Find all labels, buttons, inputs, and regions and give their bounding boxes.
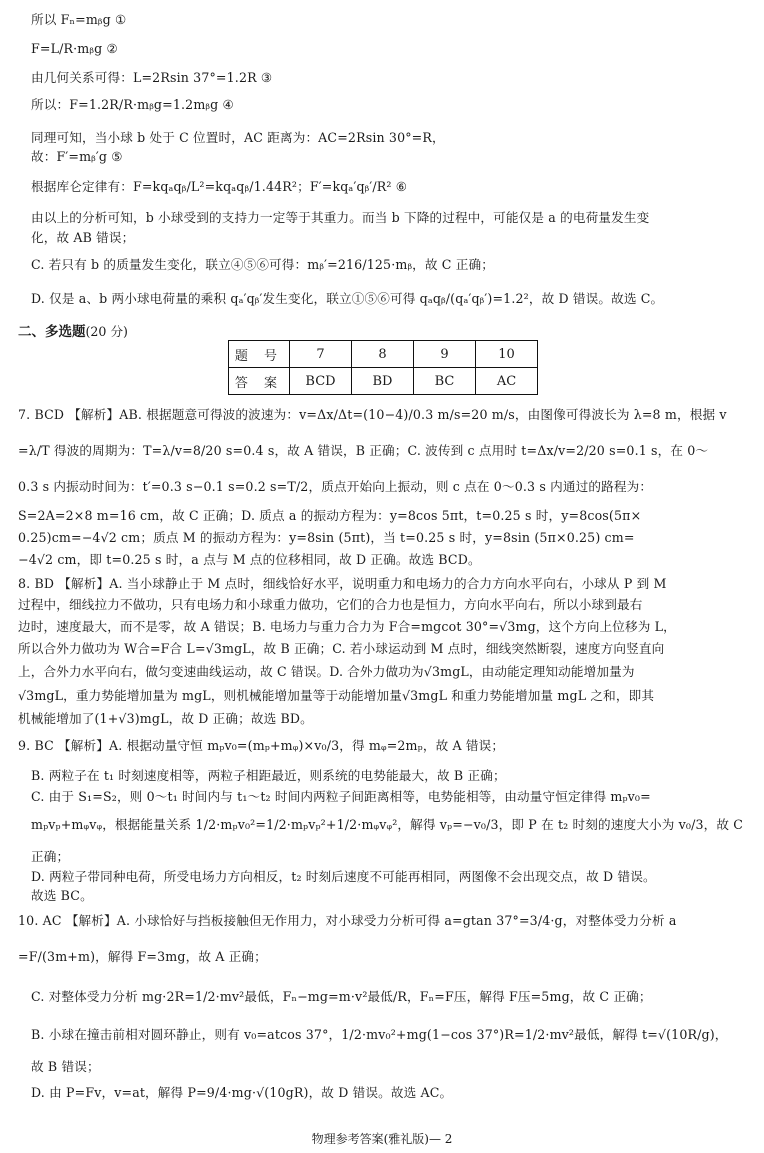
solution-line: 故 B 错误；	[31, 1059, 100, 1074]
solution-line: 7. BCD 【解析】AB. 根据题意可得波的波速为：v=Δx/Δt=(10−4)/0.3 m/s=20 m/s，由图像可得波长为 λ=8 m，根据 v	[18, 407, 727, 422]
solution-line: =λ/T 得波的周期为：T=λ/v=8/20 s=0.4 s，故 A 错误，B 正确；C. 波传到 c 点用时 t=Δx/v=2/20 s=0.1 s，在 0～	[18, 443, 709, 458]
solution-line: √3mgL，重力势能增加量为 mgL，则机械能增加量等于动能增加量√3mgL 和重力势能增加量 mgL 之和，即其	[18, 688, 655, 703]
table-row	[229, 368, 538, 395]
text-line: 故：F′=mᵦ′g ⑤	[31, 149, 123, 164]
section-points: (20 分)	[85, 324, 128, 339]
text-line: D. 仅是 a、b 两小球电荷量的乘积 qₐ′qᵦ′发生变化，联立①⑤⑥可得 qₐqᵦ/(qₐ′qᵦ′)=1.2²，故 D 错误。故选 C。	[31, 291, 664, 306]
solution-line: 故选 BC。	[31, 888, 93, 903]
table-cell: 8	[352, 341, 414, 368]
solution-line: 0.3 s 内振动时间为：t′=0.3 s−0.1 s=0.2 s=T/2，质点开始向上振动，则 c 点在 0～0.3 s 内通过的路程为：	[18, 479, 653, 494]
table-header-label: 题 号	[229, 341, 290, 368]
solution-line: 机械能增加了(1+√3)mgL，故 D 正确；故选 BD。	[18, 711, 313, 726]
table-cell: 7	[290, 341, 352, 368]
text-line: 所以：F=1.2R/R·mᵦg=1.2mᵦg ④	[31, 97, 234, 112]
solution-line: D. 由 P=Fv，v=at，解得 P=9/4·mg·√(10gR)，故 D 错误。故选 AC。	[31, 1085, 453, 1100]
solution-line: =F/(3m+m)，解得 F=3mg，故 A 正确；	[18, 949, 267, 964]
text-line: 所以 Fₙ=mᵦg ①	[31, 12, 127, 27]
solution-line: 过程中，细线拉力不做功，只有电场力和小球重力做功，它们的合力也是恒力，方向水平向右，所以小球到最右	[18, 597, 643, 612]
solution-line: 9. BC 【解析】A. 根据动量守恒 mₚv₀=(mₚ+mᵩ)×v₀/3，得 mᵩ=2mₚ，故 A 错误；	[18, 738, 505, 753]
text-line: 化，故 AB 错误；	[31, 230, 135, 245]
table-cell: 10	[476, 341, 538, 368]
solution-line: 10. AC 【解析】A. 小球恰好与挡板接触但无作用力，对小球受力分析可得 a=gtan 37°=3/4·g，对整体受力分析 a	[18, 913, 677, 928]
solution-line: B. 两粒子在 t₁ 时刻速度相等，两粒子相距最近，则系统的电势能最大，故 B 正确；	[31, 768, 506, 783]
solution-line: 8. BD 【解析】A. 当小球静止于 M 点时，细线恰好水平，说明重力和电场力的合力方向水平向右，小球从 P 到 M	[18, 576, 667, 591]
solution-line: 正确；	[31, 849, 70, 864]
table-answer-label: 答 案	[229, 368, 290, 395]
text-line: 根据库仑定律有：F=kqₐqᵦ/L²=kqₐqᵦ/1.44R²；F′=kqₐ′qᵦ′/R² ⑥	[31, 179, 408, 194]
solution-line: S=2A=2×8 m=16 cm，故 C 正确；D. 质点 a 的振动方程为：y=8cos 5πt，t=0.25 s 时，y=8cos(5π×	[18, 508, 642, 523]
table-cell: 9	[414, 341, 476, 368]
section-title: 二、多选题	[18, 324, 86, 340]
solution-line: 所以合外力做功为 W合=F合 L=√3mgL，故 B 正确；C. 若小球运动到 M 点时，细线突然断裂，速度方向竖直向	[18, 641, 665, 656]
text-line: 同理可知，当小球 b 处于 C 位置时，AC 距离为：AC=2Rsin 30°=R，	[31, 130, 445, 145]
solution-line: 上，合外力水平向右，做匀变速曲线运动，故 C 错误。D. 合外力做功为√3mgL，由动能定理知动能增加量为	[18, 664, 635, 679]
text-line: 由以上的分析可知，b 小球受到的支持力一定等于其重力。而当 b 下降的过程中，可能仅是 a 的电荷量发生变	[31, 210, 650, 225]
table-cell: BCD	[290, 368, 352, 395]
solution-line: 0.25)cm=−4√2 cm；质点 M 的振动方程为：y=8sin (5πt)，当 t=0.25 s 时，y=8sin (5π×0.25) cm=	[18, 530, 635, 545]
solution-line: D. 两粒子带同种电荷，所受电场力方向相反，t₂ 时刻后速度不可能再相同，两图像不会出现交点，故 D 错误。	[31, 869, 656, 884]
answer-table	[228, 340, 538, 395]
text-line: C. 若只有 b 的质量发生变化，联立④⑤⑥可得：mᵦ′=216/125·mᵦ，故 C 正确；	[31, 257, 494, 272]
solution-line: −4√2 cm，即 t=0.25 s 时，a 点与 M 点的位移相同，故 D 正确。故选 BCD。	[18, 552, 481, 567]
section-heading	[18, 320, 128, 340]
solution-line: mₚvₚ+mᵩvᵩ，根据能量关系 1/2·mₚv₀²=1/2·mₚvₚ²+1/2·mᵩvᵩ²，解得 vₚ=−v₀/3，即 P 在 t₂ 时刻的速度大小为 v₀/3，故 C	[31, 817, 744, 832]
text-line: 由几何关系可得：L=2Rsin 37°=1.2R ③	[31, 70, 273, 85]
solution-line: C. 对整体受力分析 mg·2R=1/2·mv²最低，Fₙ−mg=m·v²最低/R，Fₙ=F压，解得 F压=5mg，故 C 正确；	[31, 989, 652, 1004]
table-cell: AC	[476, 368, 538, 395]
solution-line: C. 由于 S₁=S₂，则 0～t₁ 时间内与 t₁～t₂ 时间内两粒子间距离相等，电势能相等，由动量守恒定律得 mₚv₀=	[31, 789, 651, 804]
solution-line: 边时，速度最大，而不是零，故 A 错误；B. 电场力与重力合力为 F合=mgcot 30°=√3mg，这个方向上位移为 L，	[18, 619, 676, 634]
solution-line: B. 小球在撞击前相对圆环静止，则有 v₀=atcos 37°，1/2·mv₀²+mg(1−cos 37°)R=1/2·mv²最低，解得 t=√(10R/g)，	[31, 1027, 728, 1042]
text-line: F=L/R·mᵦg ②	[31, 41, 118, 56]
table-row	[229, 341, 538, 368]
table-cell: BC	[414, 368, 476, 395]
page-footer: 物理参考答案(雅礼版)— 2	[311, 1132, 453, 1146]
table-cell: BD	[352, 368, 414, 395]
